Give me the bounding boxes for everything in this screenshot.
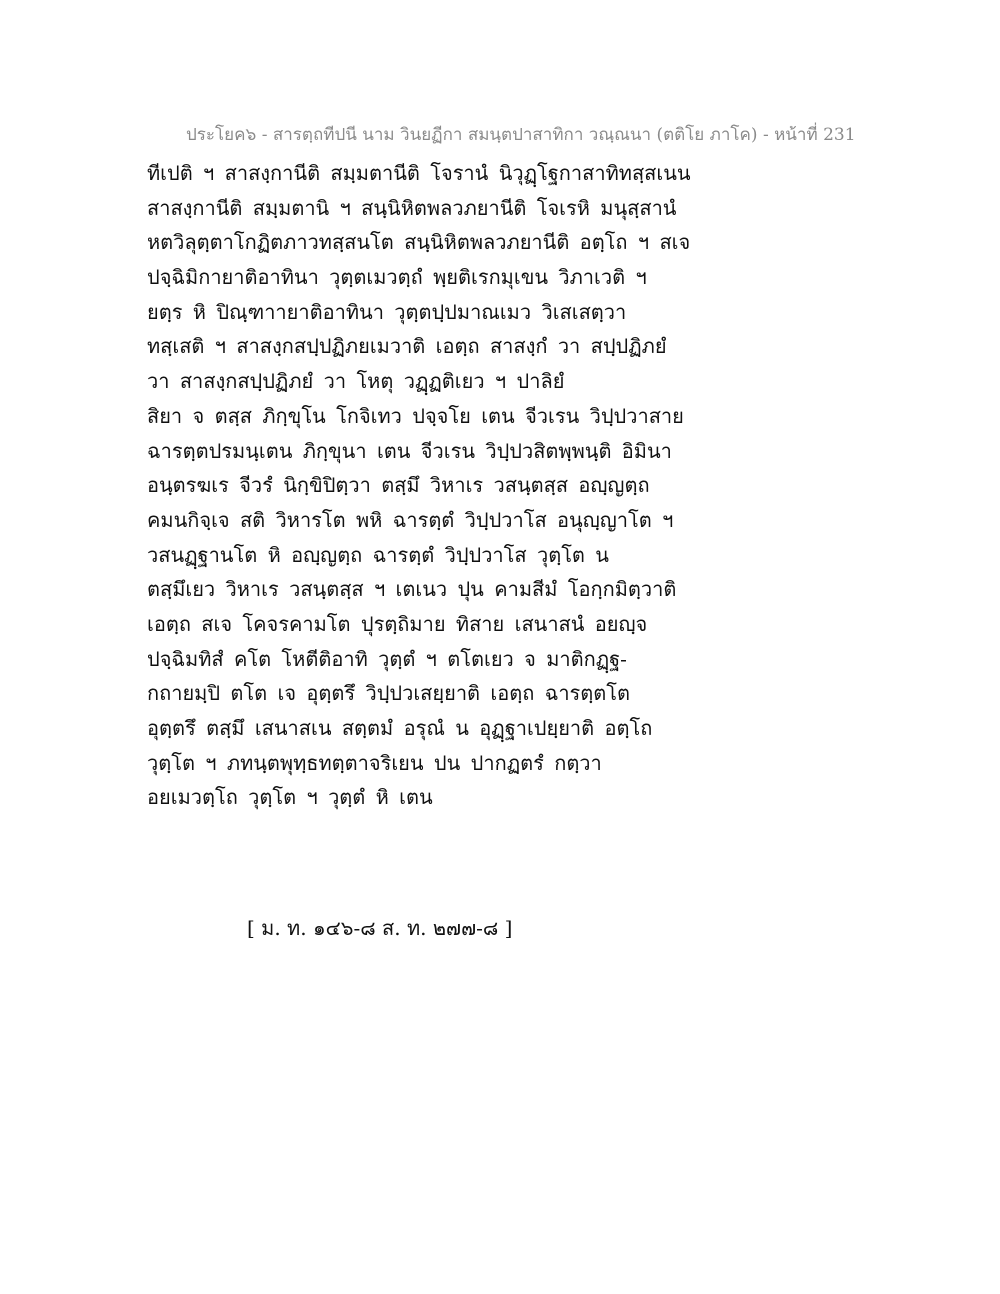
text-line: ปจฺฉิมิกายาติอาทินา วุตฺตเมวตฺถํ พฺยติเรกมุเขน วิภาเวติ ฯ	[147, 265, 647, 290]
text-line: ทีเปติ ฯ สาสงฺกานีติ สมฺมตานีติ โจรานํ นิวุฏฺโฐกาสาทิทสฺสเนน	[147, 161, 691, 185]
text-line: สิยา จ ตสฺส ภิกฺขุโน โกจิเทว ปจฺจโย เตน จีวเรน วิปฺปวาสาย	[147, 403, 684, 428]
text-line: อุตฺตรึ ตสฺมึ เสนาสเน สตฺตมํ อรุณํ น อุฏฺฐาเปยฺยาติ อตฺโถ	[147, 716, 653, 740]
text-line: อนฺตรฆเร จีวรํ นิกฺขิปิตฺวา ตสฺมึ วิหาเร วสนฺตสฺส อญฺญตฺถ	[147, 473, 650, 498]
body-text	[147, 156, 867, 815]
text-line: ฉารตฺตปรมนฺเตน ภิกฺขุนา เตน จีวเรน วิปฺปวสิตพฺพนฺติ อิมินา	[147, 438, 672, 463]
text-line: อยเมวตฺโถ วุตฺโต ฯ วุตฺตํ หิ เตน	[147, 785, 433, 810]
text-line: ยตฺร หิ ปิณฺฑาายาติอาทินา วุตฺตปฺปมาณเมว วิเสเสตฺวา	[147, 299, 627, 324]
running-header: ประโยค๖ - สารตฺถทีปนี นาม วินยฏีกา สมนฺตปาสาทิกา วณฺณนา (ตติโย ภาโค) - หน้าที่ 231	[186, 125, 856, 145]
text-line: ทสฺเสติ ฯ สาสงฺกสปฺปฏิภยเมวาติ เอตฺถ สาสงฺกํ วา สปฺปฏิภยํ	[147, 334, 667, 359]
text-line: สาสงฺกานีติ สมฺมตานิ ฯ สนฺนิหิตพลวภยานีติ โจเรหิ มนุสฺสานํ	[147, 195, 677, 220]
text-line: วสนฏฺฐานโต หิ อญฺญตฺถ ฉารตฺตํ วิปฺปวาโส วุตฺโต น	[147, 542, 609, 567]
text-line: เอตฺถ สเจ โคจรคามโต ปุรตฺถิมาย ทิสาย เสนาสนํ อยญฺจ	[147, 611, 648, 636]
text-line: วา สาสงฺกสปฺปฏิภยํ วา โหตุ วฏฺฏติเยว ฯ ปาลิยํ	[147, 369, 565, 394]
text-line: ตสฺมึเยว วิหาเร วสนฺตสฺส ฯ เตเนว ปุน คามสีมํ โอกฺกมิตฺวาติ	[147, 577, 677, 602]
text-line: วุตฺโต ฯ ภทนฺตพุทฺธทตฺตาจริเยน ปน ปากฏตรํ กตฺวา	[147, 750, 602, 775]
text-line: คมนกิจฺเจ สติ วิหารโต พหิ ฉารตฺตํ วิปฺปวาโส อนุญฺญาโต ฯ	[147, 507, 674, 532]
text-line: กถายมฺปิ ตโต เจ อุตฺตรึ วิปฺปวเสยฺยาติ เอตฺถ ฉารตฺตโต	[147, 681, 630, 706]
citation-reference: [ ม. ท. ๑๔๖-๘ ส. ท. ๒๗๗-๘ ]	[247, 916, 513, 940]
text-line: หตวิลุตฺตาโกฏิตภาวทสฺสนโต สนฺนิหิตพลวภยานีติ อตฺโถ ฯ สเจ	[147, 230, 691, 255]
text-line: ปจฺฉิมทิสํ คโต โหตีติอาทิ วุตฺตํ ฯ ตโตเยว จ มาติกฏฺฐ-	[147, 646, 627, 671]
